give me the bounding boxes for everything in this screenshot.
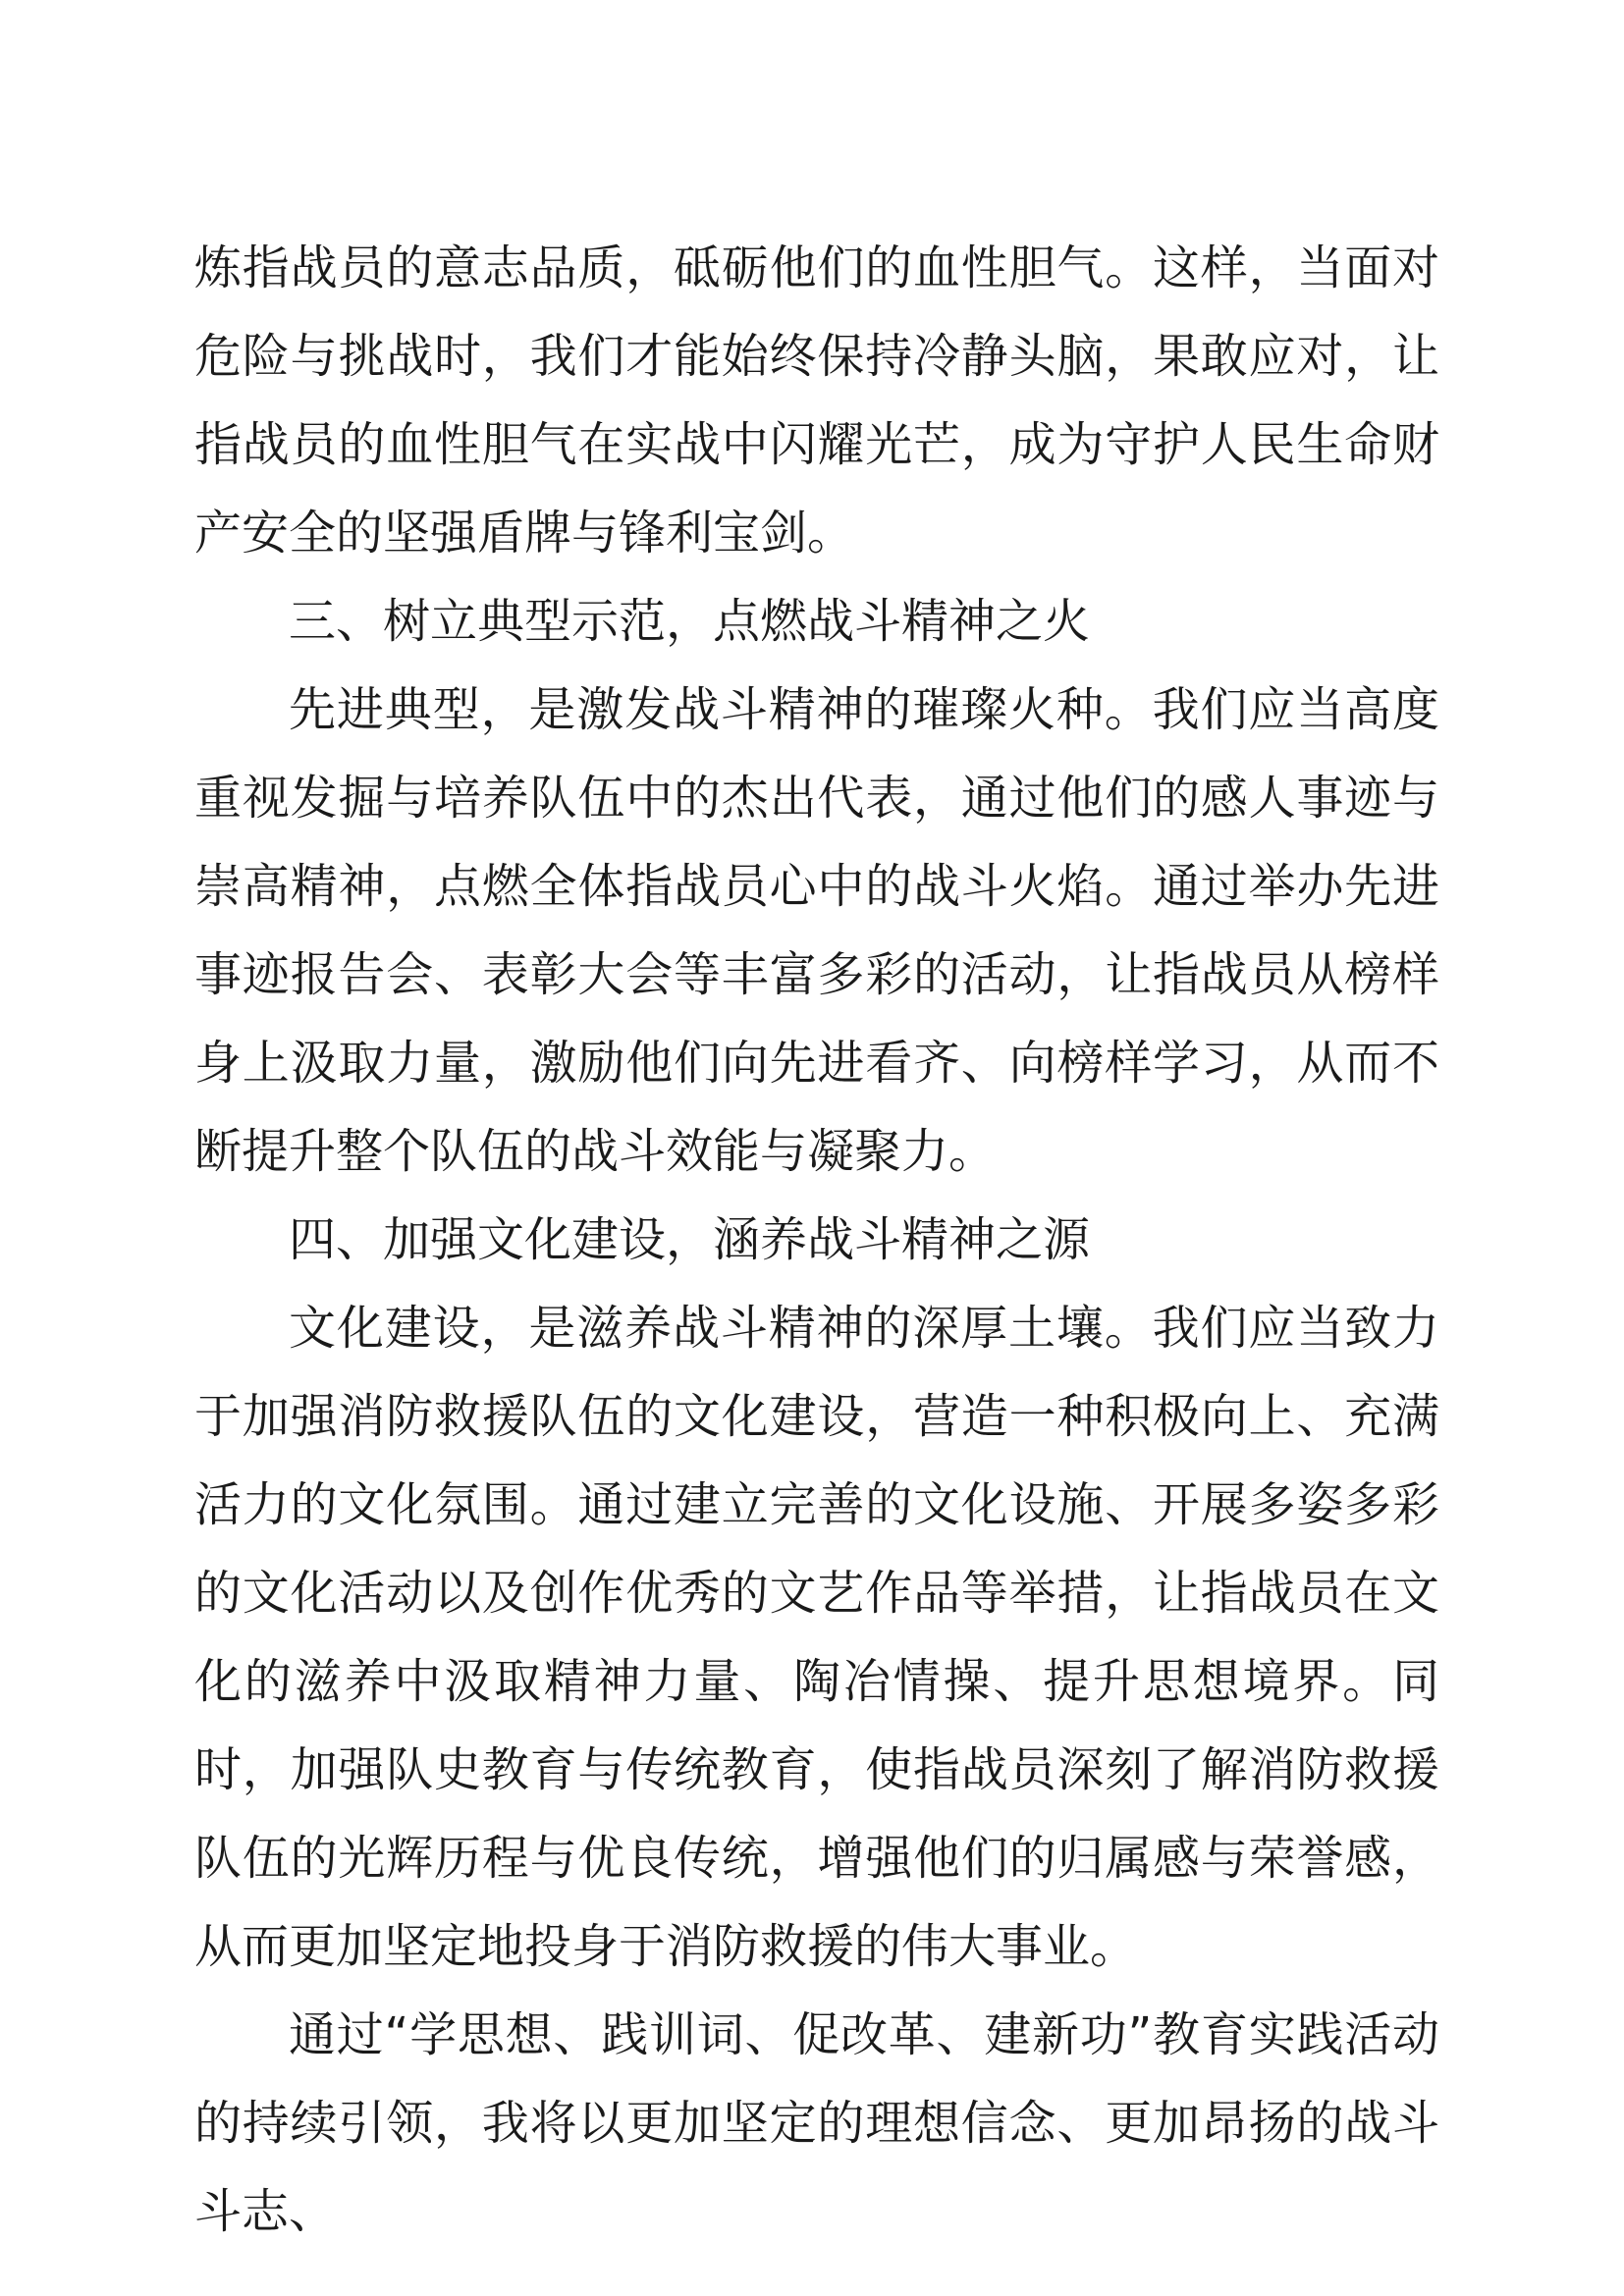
paragraph-continuation: 炼指战员的意志品质，砥砺他们的血性胆气。这样，当面对危险与挑战时，我们才能始终保持冷静头脑，果敢应对，让指战员的血性胆气在实战中闪耀光芒，成为守护人民生命财产安全的坚强盾牌与锋利宝剑。 (194, 240, 1439, 561)
section-heading-4: 四、加强文化建设，涵养战斗精神之源 (289, 1212, 1091, 1267)
paragraph-conclusion: 通过“学思想、践训词、促改革、建新功”教育实践活动的持续引领，我将以更加坚定的理想信念、更加昂扬的战斗斗志、 (194, 2007, 1439, 2239)
paragraph-role-models: 先进典型，是激发战斗精神的璀璨火种。我们应当高度重视发掘与培养队伍中的杰出代表，通过他们的感人事迹与崇高精神，点燃全体指战员心中的战斗火焰。通过举办先进事迹报告会、表彰大会等丰富多彩的活动，让指战员从榜样身上汲取力量，激励他们向先进看齐、向榜样学习，从而不断提升整个队伍的战斗效能与凝聚力。 (194, 682, 1439, 1179)
section-heading-3: 三、树立典型示范，点燃战斗精神之火 (289, 594, 1091, 649)
paragraph-culture: 文化建设，是滋养战斗精神的深厚土壤。我们应当致力于加强消防救援队伍的文化建设，营造一种积极向上、充满活力的文化氛围。通过建立完善的文化设施、开展多姿多彩的文化活动以及创作优秀的文艺作品等举措，让指战员在文化的滋养中汲取精神力量、陶冶情操、提升思想境界。同时，加强队史教育与传统教育，使指战员深刻了解消防救援队伍的光辉历程与优良传统，增强他们的归属感与荣誉感，从而更加坚定地投身于消防救援的伟大事业。 (194, 1301, 1439, 1974)
body-text (194, 224, 1439, 2256)
